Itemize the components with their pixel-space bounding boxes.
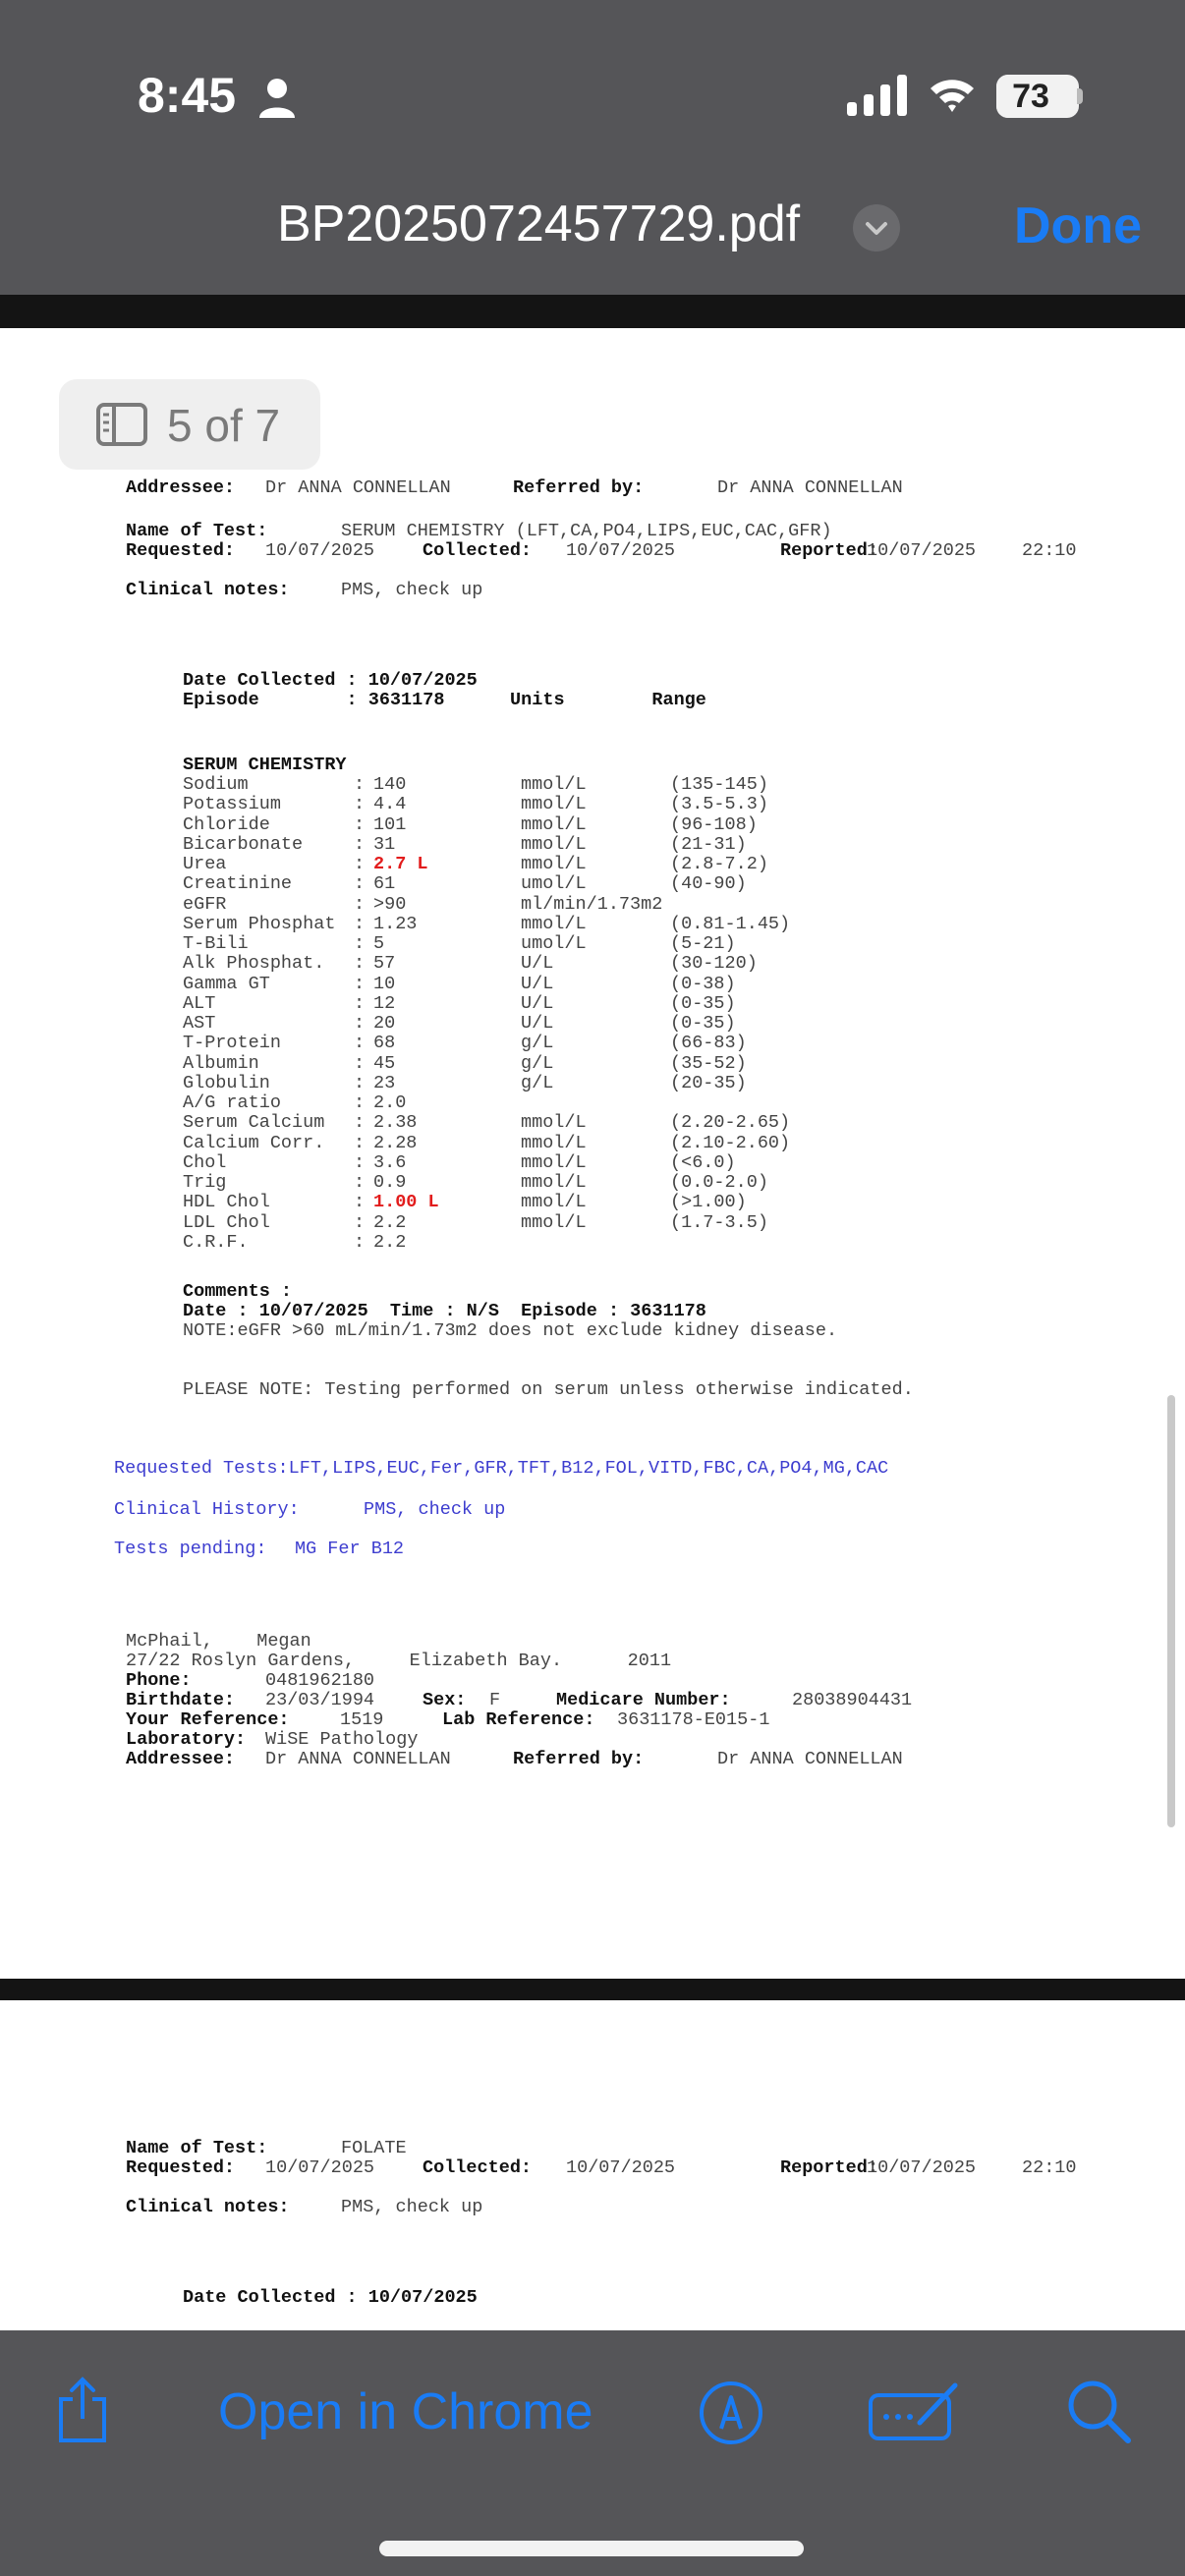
result-range: (135-145)	[670, 774, 768, 795]
result-value: 23	[373, 1072, 396, 1093]
next-reported-value: 10/07/2025	[867, 2157, 977, 2178]
result-units: g/L	[521, 1052, 554, 1074]
result-name: A/G ratio	[183, 1092, 281, 1113]
result-name: eGFR	[183, 893, 227, 915]
name-of-test-value: SERUM CHEMISTRY (LFT,CA,PO4,LIPS,EUC,CAC,GFR)	[341, 521, 832, 541]
your-reference-label: Your Reference:	[126, 1709, 290, 1730]
referred-by-label: Referred by:	[513, 477, 645, 498]
status-time: 8:45	[138, 68, 237, 123]
patient-name: McPhail, Megan	[126, 1631, 311, 1652]
next-reported-time: 22:10	[1022, 2157, 1077, 2178]
result-range: (35-52)	[670, 1052, 747, 1074]
result-value: 101	[373, 813, 407, 835]
result-separator: :	[354, 833, 366, 855]
result-range: (0-35)	[670, 1013, 736, 1034]
comments-note: NOTE:eGFR >60 mL/min/1.73m2 does not exclude kidney disease.	[183, 1320, 838, 1341]
clinical-notes-label: Clinical notes:	[126, 580, 290, 600]
result-value: 140	[373, 774, 407, 795]
result-name: AST	[183, 1013, 216, 1034]
battery-percent: 73	[1012, 78, 1049, 115]
result-range: (<6.0)	[670, 1151, 736, 1173]
result-range: (5-21)	[670, 933, 736, 954]
result-value: 2.2	[373, 1211, 407, 1233]
wifi-icon	[929, 75, 976, 116]
next-date-collected-line: Date Collected : 10/07/2025	[183, 2287, 478, 2308]
result-separator: :	[354, 1013, 366, 1034]
pdf-page	[0, 328, 1185, 1979]
result-name: Albumin	[183, 1052, 259, 1074]
result-separator: :	[354, 953, 366, 975]
next-clinical-notes-label: Clinical notes:	[126, 2197, 290, 2217]
referred-by-value: Dr ANNA CONNELLAN	[717, 477, 903, 498]
done-button[interactable]: Done	[1014, 197, 1142, 254]
result-value: 57	[373, 953, 396, 975]
result-name: Potassium	[183, 794, 281, 815]
result-range: (21-31)	[670, 833, 747, 855]
search-icon[interactable]	[1065, 2378, 1134, 2446]
pdf-viewer[interactable]	[0, 295, 1185, 2330]
result-value: 68	[373, 1033, 396, 1054]
page-count-text: 5 of 7	[167, 400, 281, 451]
clinical-history-label: Clinical History:	[114, 1499, 300, 1520]
patient-address: 27/22 Roslyn Gardens, Elizabeth Bay. 2011	[126, 1651, 672, 1671]
result-separator: :	[354, 1072, 366, 1093]
result-units: U/L	[521, 973, 554, 994]
result-name: Alk Phosphat.	[183, 953, 325, 975]
addressee-value-2: Dr ANNA CONNELLAN	[265, 1749, 451, 1769]
result-name: Serum Phosphat	[183, 913, 336, 934]
result-separator: :	[354, 893, 366, 915]
result-separator: :	[354, 1211, 366, 1233]
pdf-page-next	[0, 2000, 1185, 2330]
result-units: mmol/L	[521, 794, 587, 815]
result-units: mmol/L	[521, 1151, 587, 1173]
episode-line: Episode : 3631178 Units Range	[183, 690, 706, 710]
top-bar	[0, 0, 1185, 295]
result-separator: :	[354, 1192, 366, 1213]
result-separator: :	[354, 813, 366, 835]
result-name: Gamma GT	[183, 973, 270, 994]
requested-tests: Requested Tests:LFT,LIPS,EUC,Fer,GFR,TFT,B12,FOL,VITD,FBC,CA,PO4,MG,CAC	[114, 1458, 889, 1479]
requested-value: 10/07/2025	[265, 540, 375, 561]
person-icon	[257, 77, 297, 120]
result-units: g/L	[521, 1033, 554, 1054]
result-range: (66-83)	[670, 1033, 747, 1054]
result-name: LDL Chol	[183, 1211, 270, 1233]
result-range: (1.7-3.5)	[670, 1211, 768, 1233]
next-name-of-test-value: FOLATE	[341, 2138, 407, 2158]
result-units: mmol/L	[521, 813, 587, 835]
result-name: Bicarbonate	[183, 833, 304, 855]
chevron-down-icon	[853, 204, 900, 252]
result-range: (>1.00)	[670, 1192, 747, 1213]
result-value: 2.0	[373, 1092, 407, 1113]
result-units: mmol/L	[521, 854, 587, 874]
result-units: mmol/L	[521, 1172, 587, 1193]
scrollbar[interactable]	[1167, 1395, 1175, 1827]
result-value: 5	[373, 933, 385, 954]
result-separator: :	[354, 1033, 366, 1054]
medicare-label: Medicare Number:	[556, 1690, 731, 1710]
result-separator: :	[354, 992, 366, 1014]
result-value: 2.7 L	[373, 854, 428, 874]
signature-icon[interactable]	[867, 2376, 965, 2442]
phone-label: Phone:	[126, 1670, 192, 1691]
collected-value: 10/07/2025	[566, 540, 676, 561]
medicare-value: 28038904431	[792, 1690, 913, 1710]
referred-by-value-2: Dr ANNA CONNELLAN	[717, 1749, 903, 1769]
section-title: SERUM CHEMISTRY	[183, 755, 347, 775]
result-range: (30-120)	[670, 953, 758, 975]
laboratory-value: WiSE Pathology	[265, 1729, 419, 1750]
share-icon[interactable]	[53, 2376, 112, 2446]
result-range: (2.8-7.2)	[670, 854, 768, 874]
result-separator: :	[354, 1231, 366, 1253]
result-name: Sodium	[183, 774, 249, 795]
clinical-history-value: PMS, check up	[364, 1499, 506, 1520]
result-units: mmol/L	[521, 1112, 587, 1134]
result-name: Serum Calcium	[183, 1112, 325, 1134]
bottom-toolbar	[0, 2330, 1185, 2576]
result-name: Trig	[183, 1172, 227, 1193]
result-separator: :	[354, 854, 366, 874]
result-range: (2.10-2.60)	[670, 1132, 791, 1153]
clinical-notes-value: PMS, check up	[341, 580, 483, 600]
result-units: g/L	[521, 1072, 554, 1093]
result-range: (0.0-2.0)	[670, 1172, 768, 1193]
result-separator: :	[354, 933, 366, 954]
reported-label: Reported:	[780, 540, 878, 561]
result-range: (3.5-5.3)	[670, 794, 768, 815]
result-value: 1.23	[373, 913, 418, 934]
tests-pending-label: Tests pending:	[114, 1539, 267, 1559]
result-units: mmol/L	[521, 774, 587, 795]
result-units: mmol/L	[521, 913, 587, 934]
name-of-test-label: Name of Test:	[126, 521, 268, 541]
result-separator: :	[354, 1112, 366, 1134]
next-name-of-test-label: Name of Test:	[126, 2138, 268, 2158]
your-reference-value: 1519	[340, 1709, 384, 1730]
reported-value: 10/07/2025	[867, 540, 977, 561]
result-separator: :	[354, 1092, 366, 1113]
result-separator: :	[354, 913, 366, 934]
result-value: 3.6	[373, 1151, 407, 1173]
sex-label: Sex:	[423, 1690, 467, 1710]
addressee-label: Addressee:	[126, 477, 236, 498]
result-value: 0.9	[373, 1172, 407, 1193]
result-range: (0-35)	[670, 992, 736, 1014]
result-value: 10	[373, 973, 396, 994]
sidebar-icon	[96, 403, 147, 446]
result-range: (20-35)	[670, 1072, 747, 1093]
page-indicator[interactable]	[59, 379, 320, 470]
result-name: Urea	[183, 854, 227, 874]
next-collected-label: Collected:	[423, 2157, 533, 2178]
sex-value: F	[489, 1690, 501, 1710]
result-value: 4.4	[373, 794, 407, 815]
result-name: T-Bili	[183, 933, 249, 954]
title-menu-button[interactable]	[853, 204, 900, 252]
lab-reference-label: Lab Reference:	[442, 1709, 595, 1730]
result-units: ml/min/1.73m2	[521, 893, 663, 915]
result-units: umol/L	[521, 933, 587, 954]
document-title[interactable]: BP2025072457729.pdf	[277, 196, 801, 252]
please-note: PLEASE NOTE: Testing performed on serum unless otherwise indicated.	[183, 1379, 914, 1400]
result-separator: :	[354, 794, 366, 815]
result-separator: :	[354, 1172, 366, 1193]
birthdate-label: Birthdate:	[126, 1690, 236, 1710]
battery-cap	[1077, 88, 1083, 104]
next-reported-label: Reported:	[780, 2157, 878, 2178]
result-name: Calcium Corr.	[183, 1132, 325, 1153]
requested-label: Requested:	[126, 540, 236, 561]
result-value: 2.2	[373, 1231, 407, 1253]
result-name: Chloride	[183, 813, 270, 835]
next-collected-value: 10/07/2025	[566, 2157, 676, 2178]
home-indicator[interactable]	[379, 2541, 804, 2556]
result-separator: :	[354, 1052, 366, 1074]
result-name: ALT	[183, 992, 216, 1014]
lab-reference-value: 3631178-E015-1	[617, 1709, 770, 1730]
result-name: Creatinine	[183, 873, 293, 895]
collected-label: Collected:	[423, 540, 533, 561]
result-value: 12	[373, 992, 396, 1014]
result-value: 2.38	[373, 1112, 418, 1134]
result-value: 45	[373, 1052, 396, 1074]
result-name: Globulin	[183, 1072, 270, 1093]
result-value: 1.00 L	[373, 1192, 439, 1213]
result-range: (40-90)	[670, 873, 747, 895]
referred-by-label-2: Referred by:	[513, 1749, 645, 1769]
comments-date-line: Date : 10/07/2025 Time : N/S Episode : 3631178	[183, 1301, 706, 1321]
result-units: mmol/L	[521, 1132, 587, 1153]
result-separator: :	[354, 1132, 366, 1153]
birthdate-value: 23/03/1994	[265, 1690, 375, 1710]
result-name: C.R.F.	[183, 1231, 249, 1253]
result-separator: :	[354, 873, 366, 895]
result-range: (0.81-1.45)	[670, 913, 791, 934]
open-in-chrome-button[interactable]: Open in Chrome	[218, 2383, 593, 2440]
result-name: T-Protein	[183, 1033, 281, 1054]
result-name: HDL Chol	[183, 1192, 270, 1213]
next-requested-label: Requested:	[126, 2157, 236, 2178]
markup-icon[interactable]	[698, 2380, 764, 2446]
result-value: 31	[373, 833, 396, 855]
tests-pending-value: MG Fer B12	[295, 1539, 405, 1559]
result-value: >90	[373, 893, 407, 915]
phone-value: 0481962180	[265, 1670, 375, 1691]
result-value: 2.28	[373, 1132, 418, 1153]
result-units: U/L	[521, 953, 554, 975]
result-name: Chol	[183, 1151, 227, 1173]
laboratory-label: Laboratory:	[126, 1729, 247, 1750]
result-value: 20	[373, 1013, 396, 1034]
battery-icon	[996, 75, 1079, 118]
next-requested-value: 10/07/2025	[265, 2157, 375, 2178]
result-units: mmol/L	[521, 833, 587, 855]
result-separator: :	[354, 774, 366, 795]
result-units: mmol/L	[521, 1192, 587, 1213]
result-range: (96-108)	[670, 813, 758, 835]
result-value: 61	[373, 873, 396, 895]
addressee-value: Dr ANNA CONNELLAN	[265, 477, 451, 498]
result-separator: :	[354, 973, 366, 994]
next-clinical-notes-value: PMS, check up	[341, 2197, 483, 2217]
addressee-label-2: Addressee:	[126, 1749, 236, 1769]
result-units: U/L	[521, 992, 554, 1014]
reported-time: 22:10	[1022, 540, 1077, 561]
result-separator: :	[354, 1151, 366, 1173]
date-collected-line: Date Collected : 10/07/2025	[183, 670, 478, 691]
cellular-signal-icon	[847, 75, 908, 116]
result-range: (2.20-2.65)	[670, 1112, 791, 1134]
comments-title: Comments :	[183, 1281, 293, 1302]
result-units: umol/L	[521, 873, 587, 895]
result-units: U/L	[521, 1013, 554, 1034]
result-range: (0-38)	[670, 973, 736, 994]
result-units: mmol/L	[521, 1211, 587, 1233]
